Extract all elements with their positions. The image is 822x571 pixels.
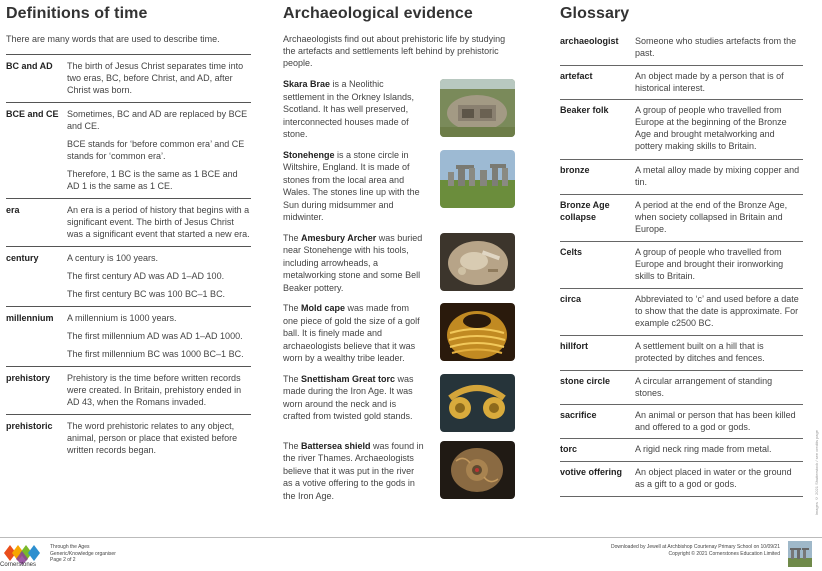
definition-body: [67, 108, 251, 198]
glossary-row: [560, 66, 803, 100]
glossary-row: [560, 289, 803, 336]
glossary-term: votive offering: [560, 467, 623, 477]
glossary-row: [560, 336, 803, 371]
evidence-column: [283, 0, 515, 502]
definition-row: [6, 54, 251, 102]
definition-text: The birth of Jesus Christ separates time into two eras, BC, before Christ, and AD, after Christ was born.: [67, 61, 244, 95]
evidence-name: Amesbury Archer: [301, 232, 377, 243]
definition-text: Therefore, 1 BC is the same as 1 BCE and AD 1 is the same as 1 CE.: [67, 169, 238, 191]
mold-cape-photo-icon: [440, 303, 515, 361]
glossary-definition: An object placed in water or the ground as a gift to a god or gods.: [635, 467, 792, 489]
evidence-text: [283, 302, 426, 365]
definition-term: prehistoric: [6, 421, 53, 431]
definitions-column: [6, 0, 251, 462]
stonehenge-thumbnail-icon: [788, 541, 812, 567]
evidence-text: [283, 440, 426, 503]
evidence-prefix: The: [283, 303, 302, 313]
definition-term: century: [6, 253, 39, 263]
evidence-description: was found in the river Thames. Archaeologists believe that it was put in the river as a votive offering to the gods in the Iron Age.: [283, 440, 424, 501]
evidence-text: [283, 232, 426, 295]
definition-row: [6, 414, 251, 462]
definition-body: [67, 372, 251, 414]
definitions-list: [6, 54, 251, 462]
footer-info: [50, 544, 116, 564]
glossary-term: Beaker folk: [560, 105, 609, 115]
definition-text: BCE stands for ‘before common era’ and CE stands for ‘common era’.: [67, 139, 245, 161]
evidence-description: was buried near Stonehenge with his tools, including arrowheads, a metalworking stone and some Bell Beaker pottery.: [283, 232, 423, 293]
battersea-shield-photo-icon: [440, 441, 515, 499]
evidence-description: was made from one piece of gold the size of a golf ball. It is finely made and archaeologists believe that it was worn by a wealthy tribe leader.: [283, 303, 420, 363]
glossary-title: Glossary: [560, 5, 630, 22]
definition-text: An era is a period of history that begins with a significant event. The birth of Jesus Christ was a significant event that started a new era.: [67, 205, 250, 239]
evidence-item: [283, 232, 515, 295]
evidence-name: Stonehenge: [283, 149, 335, 160]
evidence-item: [283, 302, 515, 365]
definition-term: millennium: [6, 313, 54, 323]
evidence-text: [283, 78, 426, 141]
definition-text: A millennium is 1000 years.: [67, 313, 177, 323]
glossary-definition: Abbreviated to ‘c’ and used before a date to show that the date is approximate. For example c2500 BC.: [635, 294, 799, 328]
evidence-name: Snettisham Great torc: [301, 373, 396, 384]
definition-text: Prehistory is the time before written records were created. In Britain, prehistory ended in AD 43, when the Romans invaded.: [67, 373, 242, 407]
glossary-definition: Someone who studies artefacts from the past.: [635, 36, 797, 58]
glossary-definition: A period at the end of the Bronze Age, when society collapsed in Britain and Europe.: [635, 200, 788, 234]
glossary-definition: A settlement built on a hill that is protected by ditches and fences.: [635, 341, 765, 363]
footer-project: Through the Ages: [50, 544, 90, 550]
glossary-term: torc: [560, 444, 578, 454]
evidence-name: Mold cape: [301, 303, 346, 313]
snettisham-torc-photo-icon: [440, 374, 515, 432]
definition-row: [6, 246, 251, 306]
glossary-definition: An animal or person that has been killed and offered to a god or gods.: [635, 410, 796, 432]
evidence-title: Archaeological evidence: [283, 5, 473, 22]
definition-body: [67, 420, 251, 462]
glossary-row: [560, 195, 803, 242]
glossary-term: Celts: [560, 247, 583, 257]
evidence-item: [283, 78, 515, 141]
definition-body: [67, 312, 251, 366]
glossary-term: stone circle: [560, 376, 611, 386]
evidence-item: [283, 440, 515, 503]
footer-copyright: Copyright © 2021 Cornerstones Education Limited: [668, 550, 780, 557]
amesbury-archer-photo-icon: [440, 233, 515, 291]
definition-body: [67, 60, 251, 102]
evidence-prefix: The: [283, 232, 302, 243]
definition-body: [67, 204, 251, 246]
definition-row: [6, 102, 251, 198]
glossary-list: [560, 31, 803, 497]
evidence-description: is a Neolithic settlement in the Orkney Islands, Scotland. It has well preserved, interconnected houses made of stone.: [283, 79, 415, 139]
glossary-definition: An object made by a person that is of historical interest.: [635, 71, 784, 93]
skara-brae-photo-icon: [440, 79, 515, 137]
footer-copyright-block: [611, 544, 780, 557]
glossary-term: archaeologist: [560, 36, 619, 46]
evidence-prefix: The: [283, 373, 302, 384]
footer-download: Downloaded by Jewell at Archbishop Courtenay Primary School on 10/09/21: [611, 544, 780, 550]
evidence-item: [283, 149, 515, 224]
evidence-list: [283, 78, 515, 502]
evidence-description: was made during the Iron Age. It was worn around the neck and is crafted from twisted gold stands.: [283, 373, 414, 421]
footer: [0, 537, 822, 571]
glossary-definition: A circular arrangement of standing stones.: [635, 376, 773, 398]
definition-text: The first century BC was 100 BC–1 BC.: [67, 289, 226, 299]
glossary-definition: A metal alloy made by mixing copper and tin.: [635, 165, 800, 187]
definition-row: [6, 198, 251, 246]
image-credit-vertical: Images © 2021 Shutterstock / see credits page: [814, 430, 819, 516]
definition-text: Sometimes, BC and AD are replaced by BCE and CE.: [67, 109, 248, 131]
glossary-term: sacrifice: [560, 410, 597, 420]
glossary-term: artefact: [560, 71, 593, 81]
definition-row: [6, 306, 251, 366]
definition-text: The first millennium BC was 1000 BC–1 BC.: [67, 349, 244, 359]
evidence-prefix: The: [283, 440, 302, 451]
footer-type: Generic/Knowledge organiser: [50, 550, 116, 557]
definition-term: BC and AD: [6, 61, 53, 71]
evidence-text: [283, 149, 426, 224]
glossary-term: bronze: [560, 165, 590, 175]
evidence-name: Skara Brae: [283, 79, 331, 89]
definition-text: The word prehistoric relates to any object, animal, person or place that existed before written records began.: [67, 421, 238, 455]
glossary-term: Bronze Age collapse: [560, 200, 610, 222]
glossary-row: [560, 371, 803, 405]
glossary-row: [560, 462, 803, 497]
glossary-column: [560, 0, 803, 497]
definition-text: The first millennium AD was AD 1–AD 1000.: [67, 331, 243, 341]
glossary-definition: A group of people who travelled from Europe at the beginning of the Bronze Age and brought metalworking and pottery making skills to Britain.: [635, 105, 787, 151]
footer-page: Page 2 of 2: [50, 557, 76, 563]
evidence-description: is a stone circle in Wiltshire, England. It is made of stones from the local area and Wales. The stones line up with the Sun during midsummer and midwinter.: [283, 149, 420, 222]
definition-term: era: [6, 205, 20, 215]
brand-name: Cornerstones: [0, 562, 37, 568]
glossary-definition: A rigid neck ring made from metal.: [635, 444, 772, 454]
evidence-text: [283, 373, 426, 432]
glossary-row: [560, 439, 803, 462]
stonehenge-photo-icon: [440, 150, 515, 208]
definition-text: A century is 100 years.: [67, 253, 159, 263]
glossary-row: [560, 405, 803, 439]
evidence-name: Battersea shield: [301, 440, 371, 451]
evidence-intro: Archaeologists find out about prehistoric life by studying the artefacts and settlements left behind by prehistoric people.: [283, 34, 506, 68]
glossary-definition: A group of people who travelled from Europe and brought their ironworking skills to Britain.: [635, 247, 784, 281]
glossary-term: hillfort: [560, 341, 588, 351]
glossary-row: [560, 242, 803, 289]
definition-body: [67, 252, 251, 306]
evidence-item: [283, 373, 515, 432]
glossary-row: [560, 31, 803, 66]
glossary-row: [560, 100, 803, 160]
glossary-row: [560, 160, 803, 195]
glossary-term: circa: [560, 294, 582, 304]
definitions-intro: There are many words that are used to describe time.: [6, 34, 220, 44]
definitions-title: Definitions of time: [6, 5, 148, 22]
definition-term: BCE and CE: [6, 109, 59, 119]
definition-text: The first century AD was AD 1–AD 100.: [67, 271, 225, 281]
definition-row: [6, 366, 251, 414]
definition-term: prehistory: [6, 373, 51, 383]
